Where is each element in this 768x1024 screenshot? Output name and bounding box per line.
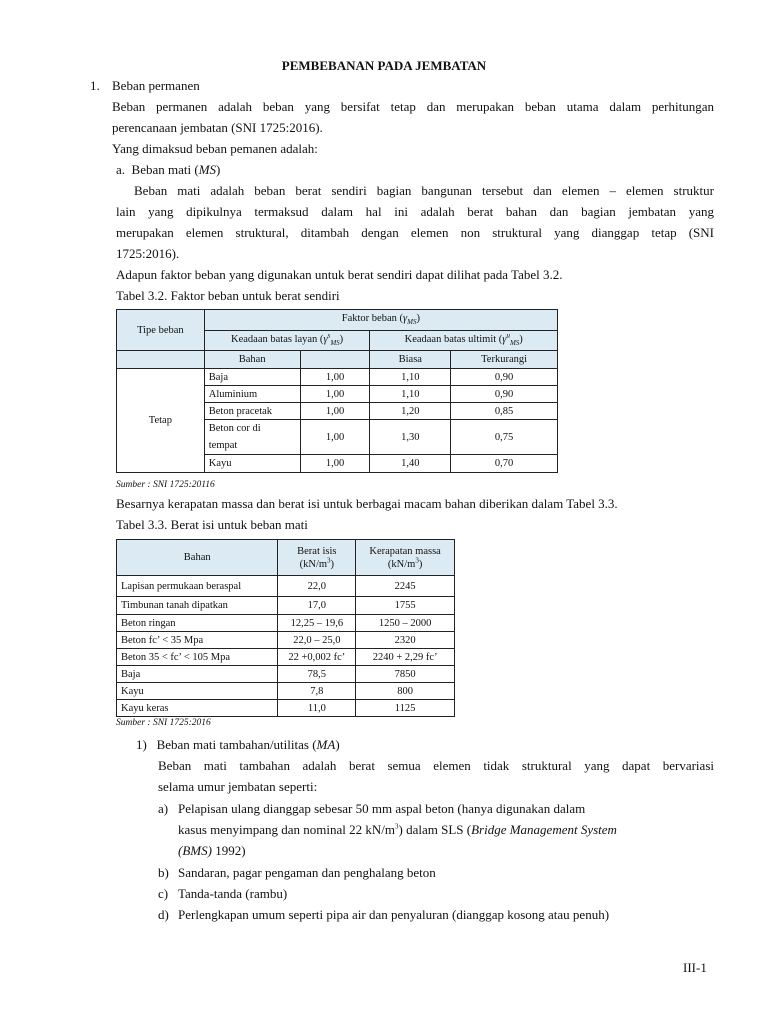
cell-bahan: Timbunan tanah dipatkan: [117, 597, 278, 615]
layan-subscript: MS: [330, 339, 340, 348]
list-item-line: Pelapisan ulang dianggap sebesar 50 mm aspal beton (hanya digunakan dalam: [178, 801, 586, 816]
cell-bahan: Kayu: [117, 683, 278, 700]
list-label: b): [158, 865, 169, 880]
cell-kerapatan: 800: [356, 683, 455, 700]
cell-berat: 22 +0,002 fc’: [278, 649, 356, 666]
header-kerapatan-unit: (kN/m: [387, 558, 416, 570]
group-tetap: Tetap: [117, 369, 205, 473]
paragraph-line: Beban mati tambahan adalah berat semua elemen tidak struktural yang dapat bervariasi: [158, 758, 714, 773]
cell-biasa: 1,10: [370, 369, 451, 386]
header-tipe-beban: Tipe beban: [117, 310, 205, 351]
section-number: 1.: [90, 78, 100, 93]
cell-terkurangi: 0,90: [451, 386, 558, 403]
list-item-line: [178, 822, 617, 838]
paragraph-line: merupakan elemen struktural, ditambah dengan elemen non struktural yang dianggap tetap (SNI: [116, 225, 714, 240]
header-kerapatan-text: Kerapatan massa: [369, 545, 441, 557]
table-row: [117, 683, 455, 700]
list-item-text: kasus menyimpang dan nominal 22 kN/m: [178, 822, 396, 837]
ultimit-subscript: MS: [509, 339, 520, 348]
cell-layan: 1,00: [300, 420, 370, 455]
list-label: a): [158, 801, 169, 816]
cell-layan: 1,00: [300, 455, 370, 473]
sub-a-close: ): [216, 162, 221, 177]
ultimit-superscript: u: [506, 331, 510, 340]
paragraph-line: perencanaan jembatan (SNI 1725:2016).: [112, 120, 323, 135]
header-close: ): [330, 558, 335, 570]
table-source: Sumber : SNI 1725:20116: [116, 480, 215, 490]
header-empty-cell: [117, 351, 205, 369]
header-berat-text: Berat isis: [297, 545, 337, 557]
paragraph-line: selama umur jembatan seperti:: [158, 779, 318, 794]
sub-1-heading: [136, 737, 340, 753]
cell-berat: 7,8: [278, 683, 356, 700]
cell-biasa: 1,40: [370, 455, 451, 473]
header-berat-unit: (kN/m: [299, 558, 328, 570]
unit-exponent: 3: [415, 556, 419, 564]
header-close: ): [339, 333, 344, 345]
paragraph-line: 1725:2016).: [116, 246, 180, 261]
unit-weight-table: [116, 539, 455, 717]
cell-berat: 12,25 – 19,6: [278, 615, 356, 632]
cell-bahan-line1: Beton cor di: [208, 423, 261, 434]
gamma-symbol: γ: [323, 333, 328, 345]
unit-exponent: 3: [395, 822, 399, 831]
list-item-line: Sandaran, pagar pengaman dan penghalang beton: [178, 865, 436, 880]
header-batas-ultimit: [370, 331, 558, 351]
cell-berat: 11,0: [278, 700, 356, 717]
cell-terkurangi: 0,85: [451, 403, 558, 420]
unit-exponent: 3: [327, 556, 331, 564]
cell-kerapatan: 2320: [356, 632, 455, 649]
cell-bahan: Beton 35 < fc’ < 105 Mpa: [117, 649, 278, 666]
header-faktor-beban: [204, 310, 557, 331]
list-item-line: Tanda-tanda (rambu): [178, 886, 288, 901]
cell-terkurangi: 0,75: [451, 420, 558, 455]
cell-biasa: 1,20: [370, 403, 451, 420]
cell-bahan: Kayu keras: [117, 700, 278, 717]
sub-1-text: Beban mati tambahan/utilitas (: [156, 737, 317, 752]
sub-a-code: MS: [198, 162, 217, 177]
paragraph-line: Beban mati adalah beban berat sendiri bagian bangunan tersebut dan elemen – elemen struktur: [134, 183, 714, 198]
header-empty-cell: [300, 351, 370, 369]
table-row: [117, 369, 558, 386]
table-caption: Tabel 3.3. Berat isi untuk beban mati: [116, 517, 308, 532]
header-layan-text: Keadaan batas layan (: [231, 333, 324, 345]
cell-bahan: Baja: [117, 666, 278, 683]
cell-bahan: Aluminium: [204, 386, 300, 403]
list-label: c): [158, 886, 169, 901]
table-row: [117, 576, 455, 597]
cell-berat: 22,0 – 25,0: [278, 632, 356, 649]
sub-a-text: Beban mati (: [131, 162, 199, 177]
cell-biasa: 1,10: [370, 386, 451, 403]
table-row: [117, 632, 455, 649]
cell-layan: 1,00: [300, 386, 370, 403]
header-faktor-text: Faktor beban (: [341, 313, 403, 325]
cell-biasa: 1,30: [370, 420, 451, 455]
page-number: III-1: [683, 960, 707, 975]
cell-bahan: Lapisan permukaan beraspal: [117, 576, 278, 597]
header-bahan: Bahan: [117, 540, 278, 576]
list-item-italic: (BMS): [178, 843, 212, 858]
cell-bahan: Baja: [204, 369, 300, 386]
table-row: [117, 615, 455, 632]
cell-terkurangi: 0,70: [451, 455, 558, 473]
list-item-line: [178, 843, 246, 859]
header-close: ): [418, 558, 423, 570]
paragraph-line: lain yang dipikulnya termaksud dalam hal ini adalah berat bahan dan bagian jembatan yang: [116, 204, 714, 219]
header-biasa: Biasa: [370, 351, 451, 369]
cell-kerapatan: 1125: [356, 700, 455, 717]
header-berat-isi: [278, 540, 356, 576]
list-item-line: Perlengkapan umum seperti pipa air dan penyaluran (dianggap kosong atau penuh): [178, 907, 610, 922]
cell-kerapatan: 1755: [356, 597, 455, 615]
list-label: d): [158, 907, 169, 922]
table-source: Sumber : SNI 1725:2016: [116, 718, 211, 728]
sub-1-code: MA: [316, 737, 336, 752]
header-close: ): [416, 313, 420, 325]
section-heading: Beban permanen: [112, 78, 200, 93]
paragraph-line: Beban permanen adalah beban yang bersifat tetap dan merupakan beban utama dalam perhitungan: [112, 99, 714, 114]
cell-bahan-line2: tempat: [208, 440, 238, 451]
cell-bahan: Kayu: [204, 455, 300, 473]
paragraph-line: Adapun faktor beban yang digunakan untuk berat sendiri dapat dilihat pada Tabel 3.2.: [116, 267, 563, 282]
cell-bahan: Beton ringan: [117, 615, 278, 632]
load-factor-table: [116, 309, 558, 473]
sub-1-close: ): [335, 737, 340, 752]
table-row: [117, 649, 455, 666]
paragraph-line: Besarnya kerapatan massa dan berat isi untuk berbagai macam bahan diberikan dalam Tabel 3.3.: [116, 496, 618, 511]
sub-a-heading: [116, 162, 220, 178]
layan-superscript: s: [327, 331, 331, 340]
cell-berat: 17,0: [278, 597, 356, 615]
list-item-text: ) dalam SLS (: [398, 822, 472, 837]
table-row: [117, 597, 455, 615]
cell-bahan: Beton pracetak: [204, 403, 300, 420]
cell-bahan: [204, 420, 300, 455]
list-item-text: 1992): [211, 843, 246, 858]
cell-layan: 1,00: [300, 369, 370, 386]
cell-berat: 78,5: [278, 666, 356, 683]
header-batas-layan: [204, 331, 370, 351]
header-kerapatan: [356, 540, 455, 576]
cell-kerapatan: 2240 + 2,29 fc’: [356, 649, 455, 666]
gamma-symbol: γ: [403, 313, 408, 325]
header-terkurangi: Terkurangi: [451, 351, 558, 369]
cell-layan: 1,00: [300, 403, 370, 420]
table-row: [117, 700, 455, 717]
table-caption: Tabel 3.2. Faktor beban untuk berat sendiri: [116, 288, 340, 303]
cell-terkurangi: 0,90: [451, 369, 558, 386]
ms-subscript: MS: [407, 318, 417, 327]
cell-bahan: Beton fc’ < 35 Mpa: [117, 632, 278, 649]
sub-a-label: a.: [116, 162, 126, 177]
gamma-symbol: γ: [502, 333, 507, 345]
cell-kerapatan: 1250 – 2000: [356, 615, 455, 632]
list-item-italic: Bridge Management System: [471, 822, 617, 837]
table-row: [117, 666, 455, 683]
cell-berat: 22,0: [278, 576, 356, 597]
cell-kerapatan: 2245: [356, 576, 455, 597]
header-bahan: Bahan: [204, 351, 300, 369]
page-title: PEMBEBANAN PADA JEMBATAN: [281, 58, 487, 73]
sub-1-label: 1): [136, 737, 147, 752]
cell-kerapatan: 7850: [356, 666, 455, 683]
header-ultimit-text: Keadaan batas ultimit (: [404, 333, 503, 345]
header-close: ): [519, 333, 523, 345]
paragraph-line: Yang dimaksud beban pemanen adalah:: [112, 141, 318, 156]
